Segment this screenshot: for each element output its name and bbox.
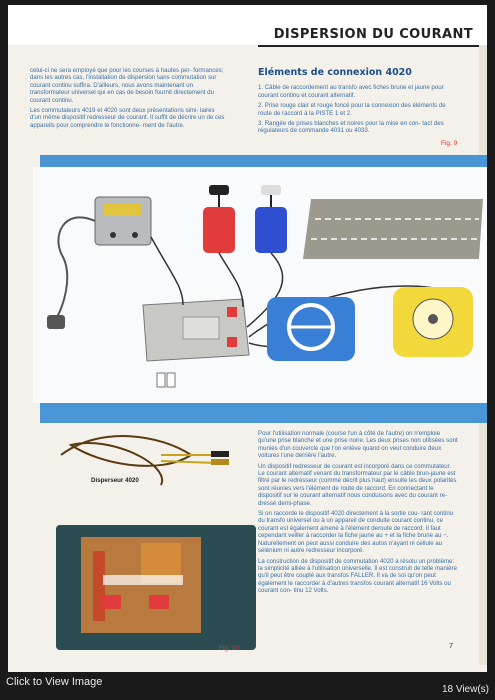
item-3: 3. Rangée de prises blanches et noires pour la mise en con- tact des régulateurs de commande 4031 ou 4033.: [258, 120, 444, 135]
title-divider: [258, 45, 487, 47]
item-1: 1. Câble de raccordement au transfo avec fiches brune et jaune pour courant continu et courant alternatif.: [258, 84, 444, 99]
intro-paragraph-1: celui-ci ne sera employé que pour les courses à hautes per- formances; dans les autres cas, l'installation de dispersion sans commutation sur courant continu suffira. D'ailleurs, nous avons maintenant un transformateur universel qui en cas de besoin fournit directement du courant continu.: [30, 67, 224, 104]
page-number: 7: [449, 643, 453, 650]
body-paragraph-1: Pour l'utilisation normale (course l'un à côté de l'autre) on n'emploie qu'une prise blanche et une prise noire. Les deux prises non utilisées sont munies d'un couvercle que l'on enlève quand on veut conduire deux voitures l'une derrière l'autre.: [258, 430, 458, 460]
figure-9-photo[interactable]: [33, 167, 487, 403]
photo2-label: Disperseur 4020: [91, 477, 139, 484]
figure-10-photo[interactable]: [41, 425, 261, 660]
fig9-label: Fig. 9: [441, 140, 458, 147]
body-paragraph-3: Si on raccorde le dispositif 4020 directement à la sortie cou- rant continu du transfo universel ou à un appareil de conduite courant continu, ce courant est également amené à l'élément deroute de raccord. Il faut cependant veiller à raccorder la fiche jaune au + et la fiche brune au −. Naturellement on peut aussi conduire des autos n'ayant ni cellule au sélénium ni autre redresseur incorporé.: [258, 510, 454, 555]
body-paragraph-2: Un dispositif redresseur de courant est incorporé dans ce commutateur. Le courant alternatif venant du transformateur par le câble brun-jaune est filtré par le redresseur (comme décrit plus haut) ensuite les deux polarités sont réunies vers l'élément de route de raccord. En connectant le dispositif sur le courant alternatif nous conduisons avec du courant re- dressé demi-phase.: [258, 462, 457, 507]
intro-paragraph-2: Les commutateurs 4019 et 4020 sont deux présentations simi- laires d'un même dispositif redresseur de courant. Il suffit de décrire un de ces appareils pour comprendre le fonctionne- ment de l'autre.: [30, 107, 225, 129]
disperser-illustration: [41, 425, 261, 660]
section-heading: Eléments de connexion 4020: [258, 67, 412, 78]
click-to-view-link[interactable]: Click to View Image: [6, 676, 103, 688]
fig10-label: Fig. 10: [219, 645, 239, 652]
page-title: DISPERSION DU COURANT: [273, 27, 473, 42]
intro-text-column: [30, 67, 226, 132]
magazine-page[interactable]: [8, 5, 487, 672]
body-paragraph-4: La construction de dispositif de commutation 4020 a résolu un problème: la simplicité alliée à l'utilisation universelle. Il est construit de telle manière qu'il peut être couplé aux transfos FALLER. Il va de soi qu'on peut également le raccorder à d'autres transfos courant alternatif 16 Volts ou courant con- tinu 12 Volts.: [258, 557, 457, 595]
components-illustration: [33, 167, 487, 403]
connection-elements-column: [258, 69, 458, 138]
body-text-column: [258, 430, 458, 598]
page-header: [8, 5, 487, 45]
view-count: 18 View(s): [441, 684, 489, 695]
item-2: 2. Prise rouge clair et rouge foncé pour la connexion des éléments de route de raccord à la PISTE 1 et 2.: [258, 102, 446, 117]
